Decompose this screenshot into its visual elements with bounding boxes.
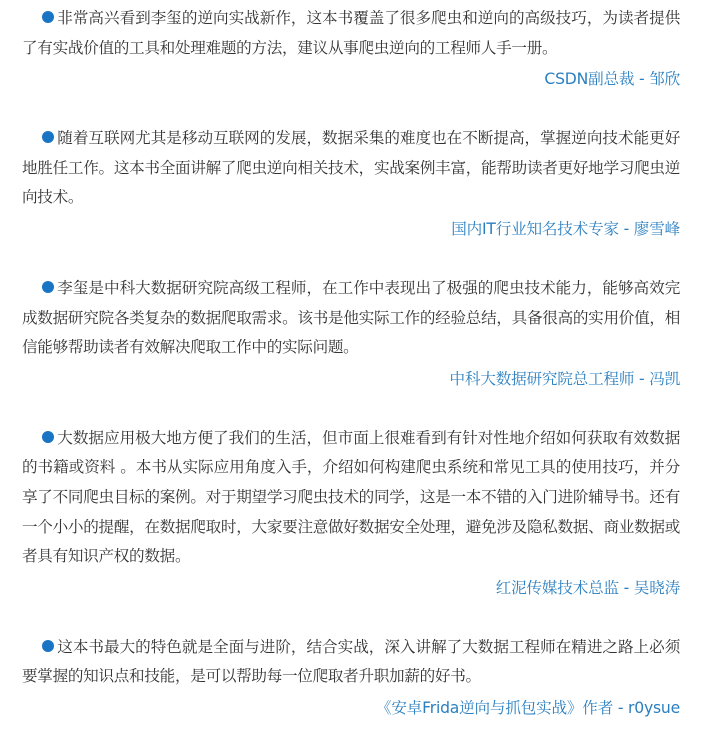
bullet-icon	[42, 281, 54, 293]
endorsement-attribution: 《安卓Frida逆向与抓包实战》作者 - r0ysue	[375, 698, 680, 717]
endorsement-text: 这本书最大的特色就是全面与进阶，结合实战，深入讲解了大数据工程师在精进之路上必须要掌握的知识点和技能，是可以帮助每一位爬取者升职加薪的好书。	[22, 637, 680, 686]
endorsement-attribution: 红泥传媒技术总监 - 吴晓涛	[495, 578, 680, 597]
endorsement	[22, 4, 680, 94]
endorsement-text: 非常高兴看到李玺的逆向实战新作，这本书覆盖了很多爬虫和逆向的高级技巧，为读者提供了有实战价值的工具和处理难题的方法，建议从事爬虫逆向的工程师人手一册。	[22, 9, 680, 57]
endorsement-text: 李玺是中科大数据研究院高级工程师，在工作中表现出了极强的爬虫技术能力，能够高效完成数据研究院各类复杂的数据爬取需求。该书是他实际工作的经验总结，具备很高的实用价值，相信能够帮助读者有效解决爬取工作中的实际问题。	[22, 278, 680, 357]
endorsement-attribution: 中科大数据研究院总工程师 - 冯凯	[449, 369, 680, 388]
bullet-icon	[42, 431, 54, 443]
endorsement-attribution: CSDN副总裁 - 邹欣	[544, 70, 680, 89]
endorsement-text: 大数据应用极大地方便了我们的生活，但市面上很难看到有针对性地介绍如何获取有效数据的书籍或资料 。本书从实际应用角度入手，介绍如何构建爬虫系统和常见工具的使用技巧，并分享了不同爬虫目标的案例。对于期望学习爬虫技术的同学，这是一本不错的入门进阶辅导书。还有一个小小的提醒，在数据爬取时，大家要注意做好数据安全处理，避免涉及隐私数据、商业数据或者具有知识产权的数据。	[22, 428, 680, 566]
endorsement	[22, 124, 680, 244]
endorsement-text: 随着互联网尤其是移动互联网的发展，数据采集的难度也在不断提高，掌握逆向技术能更好地胜任工作。这本书全面讲解了爬虫逆向相关技术，实战案例丰富，能帮助读者更好地学习爬虫逆向技术。	[22, 129, 680, 207]
endorsements-list	[22, 4, 680, 753]
endorsement	[22, 633, 680, 723]
endorsement-attribution: 国内IT行业知名技术专家 - 廖雪峰	[451, 219, 680, 238]
bullet-icon	[42, 131, 54, 143]
bullet-icon	[42, 11, 54, 23]
bullet-icon	[42, 640, 54, 652]
endorsement	[22, 424, 680, 603]
endorsement	[22, 274, 680, 394]
